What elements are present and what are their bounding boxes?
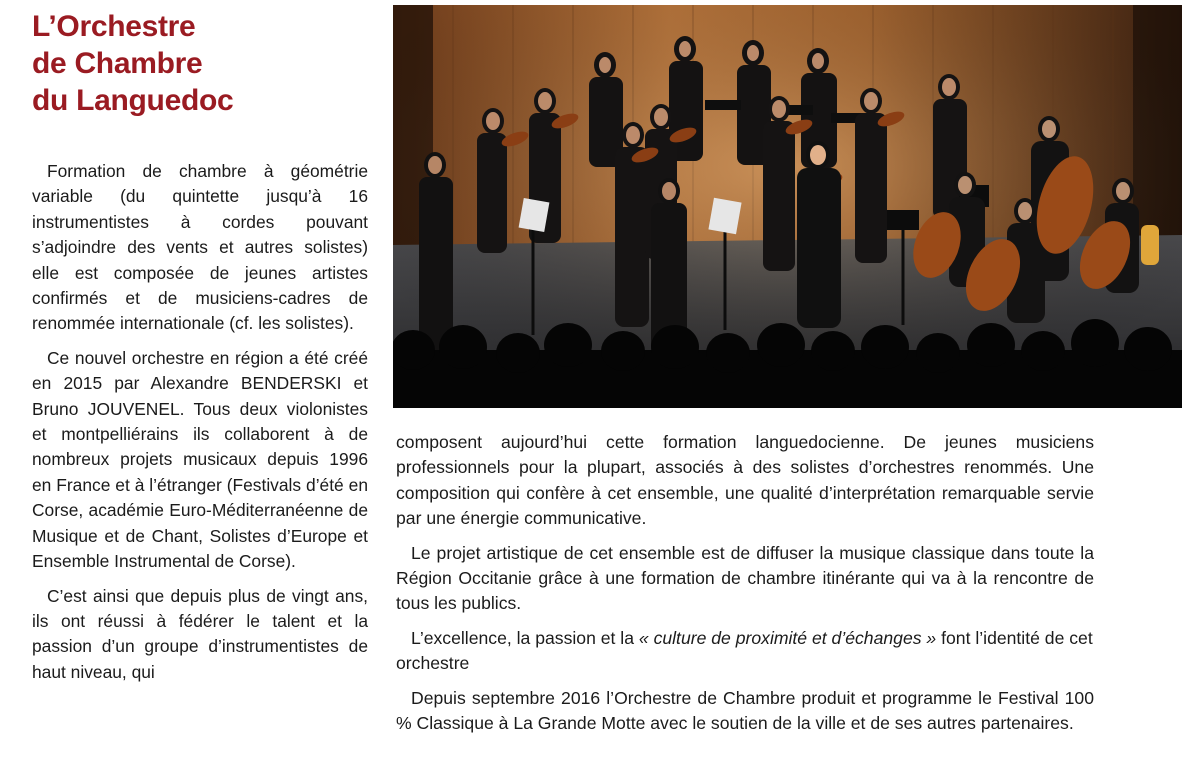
left-text-column (32, 159, 368, 694)
excellence-text-start: L’excellence, la passion et la (411, 627, 639, 648)
excellence-text-end: font l’identité de cet orchestre (396, 627, 1093, 674)
paragraph-composition: composent aujourd’hui cette formation languedocienne. De jeunes musiciens professionnels pour la plupart, associés à des solistes d’orchestres renommés. Une composition qui confère à cet ensemble, une qualité d’interprétation remarquable servie par une énergie communicative. (396, 432, 1094, 529)
paragraph-creation: Ce nouvel orchestre en région a été créé en 2015 par Alexandre BENDERSKI et Bruno JOUVENEL. Tous deux violonistes et montpelliérains ils collaborent à de nombreux projets musicaux depuis 1996 en France et à l’étranger (Festivals d’été en Corse, académie Euro-Méditerranéenne de Musique et de Chant, Solistes d’Europe et Ensemble Instrumental de Corse). (32, 347, 368, 572)
paragraph-projet: Le projet artistique de cet ensemble est de diffuser la musique classique dans toute la Région Occitanie grâce à une formation de chambre itinérante qui va à la rencontre de tous les publics. (396, 542, 1094, 614)
orchestra-photo (393, 5, 1182, 408)
paragraph-festival: Depuis septembre 2016 l’Orchestre de Chambre produit et programme le Festival 100 % Classique à La Grande Motte avec le soutien de la ville et de ses autres partenaires. (396, 687, 1094, 734)
title-line-3: du Languedoc (32, 84, 234, 117)
right-text-column (396, 430, 1094, 745)
excellence-quote: « culture de proximité et d’échanges » (638, 627, 937, 648)
paragraph-excellence (396, 626, 1094, 677)
paragraph-formation: Formation de chambre à géométrie variable (du quintette jusqu’à 16 instrumentistes à cordes pouvant s’adjoindre des vents et autres solistes) elle est composée de jeunes artistes confirmés et de musiciens-cadres de renommée internationale (cf. les solistes). (32, 161, 368, 334)
paragraph-federation: C’est ainsi que depuis plus de vingt ans, ils ont réussi à fédérer le talent et la passion d’un groupe d’instrumentistes de haut niveau, qui (32, 585, 368, 682)
title-line-1: L’Orchestre (32, 10, 196, 43)
orchestra-concert-illustration (393, 5, 1182, 408)
page-title (32, 8, 382, 119)
title-line-2: de Chambre (32, 47, 203, 80)
